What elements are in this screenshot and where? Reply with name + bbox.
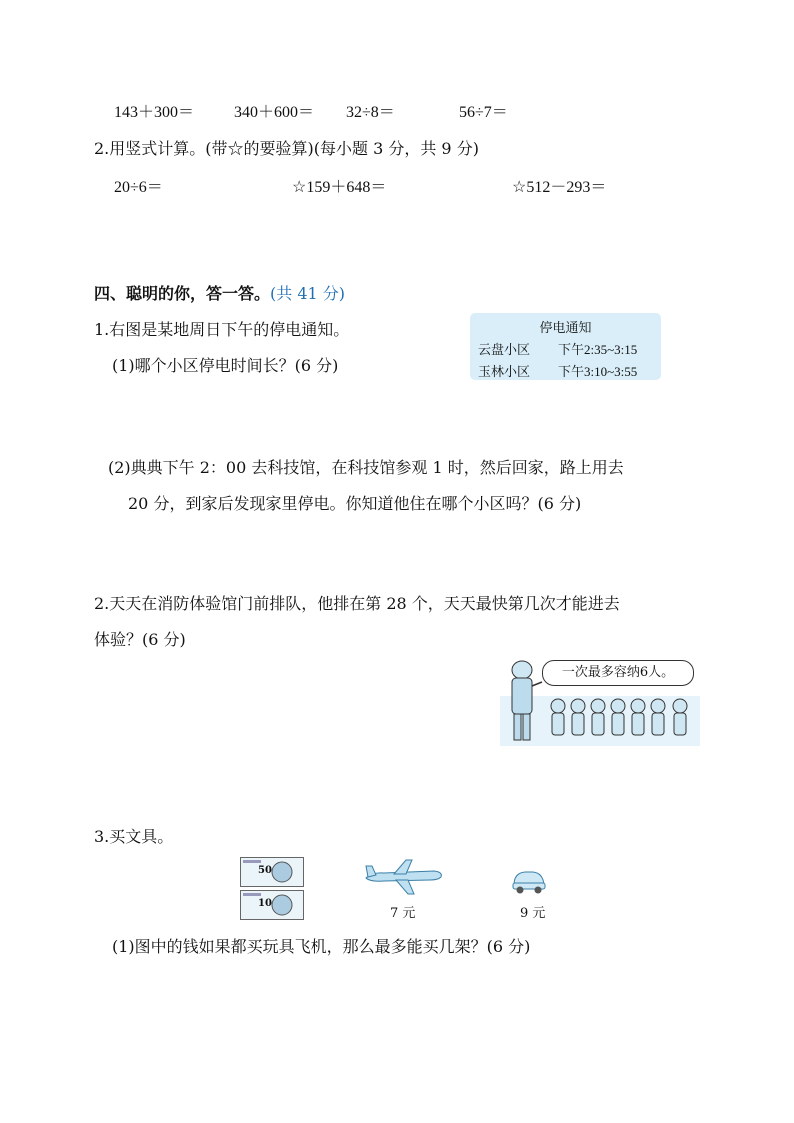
section-4-title: [94, 281, 345, 304]
banknote-10-image: [240, 890, 304, 920]
equation-512-293: ☆512－293＝: [512, 179, 607, 196]
banknote-50-value: 50: [258, 865, 272, 876]
equation-340-600: 340＋600＝: [234, 104, 315, 121]
notice-area-2: 玉林小区: [478, 365, 531, 380]
plane-price: 7 元: [390, 906, 416, 921]
equation-143-300: 143＋300＝: [114, 104, 195, 121]
problem-1-intro: 1.右图是某地周日下午的停电通知。: [94, 320, 350, 339]
power-outage-notice: [470, 313, 661, 380]
speech-bubble: 一次最多容纳6人。: [542, 660, 694, 686]
notice-time-1: 下午2:35~3:15: [558, 342, 638, 357]
section-4-title-main: 四、聪明的你，答一答。: [94, 284, 271, 303]
equation-32-8: 32÷8＝: [346, 104, 395, 121]
problem-1-sub1: (1)哪个小区停电时间长？(6 分): [112, 356, 339, 375]
notice-area-1: 云盘小区: [478, 343, 531, 358]
problem-1-sub2-line1: (2)典典下午 2：00 去科技馆，在科技馆参观 1 时，然后回家，路上用去: [108, 458, 624, 477]
toy-plane-image: [364, 858, 444, 896]
problem-2-line1: 2.天天在消防体验馆门前排队，他排在第 28 个，天天最快第几次才能进去: [94, 594, 620, 613]
section-4-score: (共 41 分): [270, 284, 346, 303]
notice-time-2: 下午3:10~3:55: [558, 364, 638, 379]
notice-title: 停电通知: [539, 321, 592, 336]
banknote-10-value: 10: [258, 898, 272, 909]
car-price: 9 元: [520, 906, 546, 921]
banknote-50-image: [240, 857, 304, 887]
problem-2-line2: 体验？(6 分): [94, 630, 186, 649]
problem-3-sub1: (1)图中的钱如果都买玩具飞机，那么最多能买几架？(6 分): [112, 937, 531, 956]
equation-56-7: 56÷7＝: [459, 104, 508, 121]
question-2-title: 2.用竖式计算。(带☆的要验算)(每小题 3 分，共 9 分): [94, 139, 479, 158]
problem-3-title: 3.买文具。: [94, 827, 174, 846]
toy-car-image: [511, 867, 547, 895]
problem-1-sub2-line2: 20 分，到家后发现家里停电。你知道他住在哪个小区吗？(6 分): [128, 494, 582, 513]
equation-20-6: 20÷6＝: [114, 179, 163, 196]
equation-159-648: ☆159＋648＝: [292, 179, 387, 196]
